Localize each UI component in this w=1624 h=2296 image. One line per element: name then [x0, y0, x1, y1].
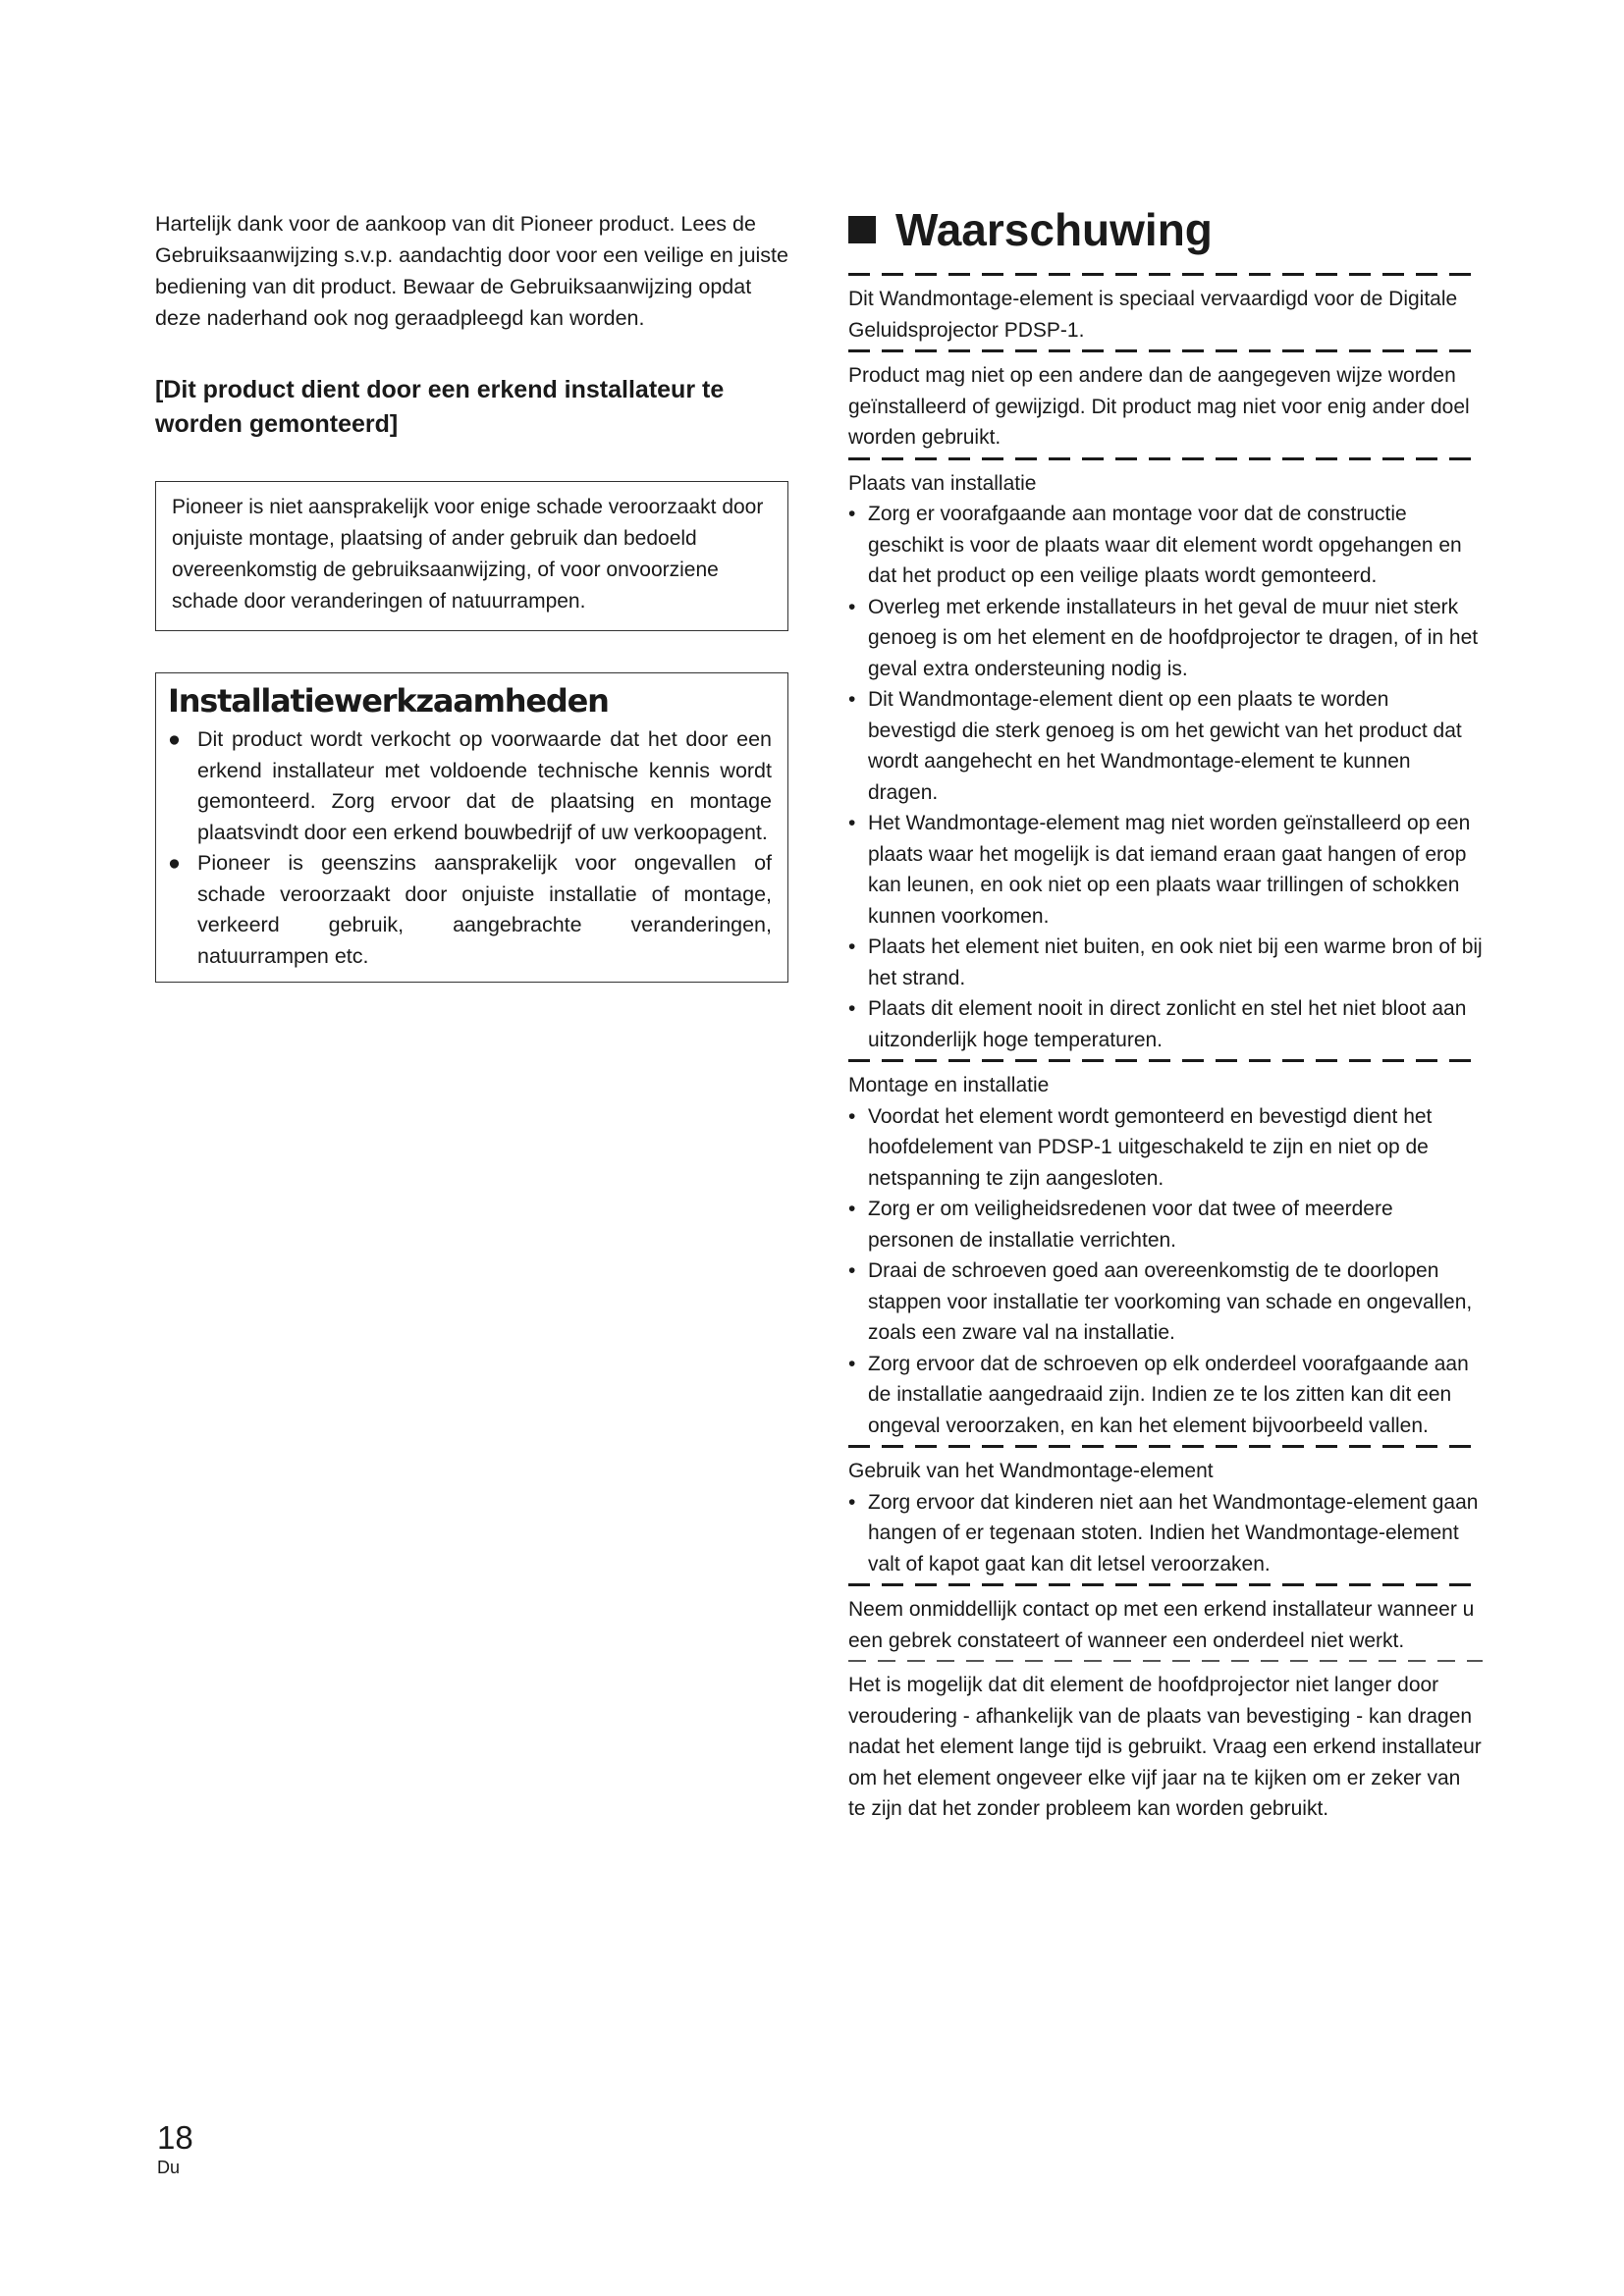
installation-list	[168, 724, 772, 972]
aging-paragraph: Het is mogelijk dat dit element de hoofdprojector niet langer door veroudering - afhankelijk van de plaats van bevestiging - kan dragen nadat het element lange tijd is gebruikt. Vraag een erkend installateur om het element ongeveer elke vijf jaar na te kijken om er zeker van te zijn dat het zonder probleem kan worden gebruikt.	[848, 1674, 1482, 1820]
bullet-icon: •	[848, 1490, 856, 1514]
placement-list	[848, 499, 1483, 1055]
bullet-icon: •	[848, 1352, 856, 1375]
bullet-icon: •	[848, 1259, 856, 1282]
liability-text: Pioneer is niet aansprakelijk voor enige schade veroorzaakt door onjuiste montage, plaatsing of ander gebruik dan bedoeld overeenkomstig de gebruiksaanwijzing, of voor onvoorziene schade door veranderingen of natuurrampen.	[172, 496, 764, 613]
mounting-list	[848, 1101, 1483, 1442]
bullet-icon: ●	[168, 851, 181, 875]
warning-title: Waarschuwing	[848, 198, 1483, 261]
bullet-icon: •	[848, 595, 856, 618]
bullet-icon: •	[848, 812, 856, 834]
warning-intro: Dit Wandmontage-element is speciaal vervaardigd voor de Digitale Geluidsprojector PDSP-1.	[848, 288, 1458, 342]
list-item: ● Dit product wordt verkocht op voorwaarde dat het door een erkend installateur met voldoende technische kennis wordt gemonteerd. Zorg ervoor dat de plaatsing en montage plaatsvindt door een erkend bouwbedrijf of uw verkoopagent.	[168, 724, 772, 848]
list-item: • Plaats dit element nooit in direct zonlicht en stel het niet bloot aan uitzonderlijk hoge temperaturen.	[848, 993, 1483, 1055]
section-heading-placement: Plaats van installatie	[848, 471, 1037, 495]
language-code: Du	[157, 2158, 181, 2177]
right-column	[848, 198, 1483, 1825]
installer-notice-heading: [Dit product dient door een erkend installateur te worden gemonteerd]	[155, 376, 725, 438]
list-item: • Draai de schroeven goed aan overeenkomstig de te doorlopen stappen voor installatie ter voorkoming van schade en ongevallen, zoals een zware val na installatie.	[848, 1255, 1483, 1349]
installation-box	[155, 672, 788, 983]
list-item: • Zorg ervoor dat kinderen niet aan het Wandmontage-element gaan hangen of er tegenaan stoten. Indien het Wandmontage-element valt of kapot gaat kan dit letsel veroorzaken.	[848, 1487, 1483, 1580]
dashed-divider	[848, 1583, 1483, 1586]
dashed-divider	[848, 457, 1483, 460]
contact-paragraph: Neem onmiddellijk contact op met een erkend installateur wanneer u een gebrek constateert of wanneer een onderdeel niet werkt.	[848, 1598, 1475, 1652]
bullet-icon: ●	[168, 727, 181, 751]
list-item: • Het Wandmontage-element mag niet worden geïnstalleerd op een plaats waar het mogelijk is dat iemand eraan gaat hangen of erop kan leunen, en ook niet op een plaats waar trillingen of schokken kunnen voorkomen.	[848, 808, 1483, 932]
list-item: • Zorg ervoor dat de schroeven op elk onderdeel voorafgaande aan de installatie aangedraaid zijn. Indien ze te los zitten kan dit een ongeval veroorzaken, en kan het element bijvoorbeeld vallen.	[848, 1349, 1483, 1442]
dashed-divider	[848, 349, 1483, 352]
bullet-icon: •	[848, 688, 856, 711]
list-item: • Plaats het element niet buiten, en ook niet bij een warme bron of bij het strand.	[848, 932, 1483, 993]
intro-paragraph: Hartelijk dank voor de aankoop van dit Pioneer product. Lees de Gebruiksaanwijzing s.v.p. aandachtig door voor een veilige en juiste bediening van dit product. Bewaar de Gebruiksaanwijzing opdat deze naderhand ook nog geraadpleegd kan worden.	[155, 212, 788, 330]
installation-title: Installatiewerkzaamheden	[168, 682, 609, 720]
bullet-icon: •	[848, 997, 856, 1020]
list-item: • Overleg met erkende installateurs in het geval de muur niet sterk genoeg is om het element en de hoofdprojector te dragen, of in het geval extra ondersteuning nodig is.	[848, 592, 1483, 685]
list-item: • Voordat het element wordt gemonteerd en bevestigd dient het hoofdelement van PDSP-1 uitgeschakeld te zijn en niet op de netspanning te zijn aangesloten.	[848, 1101, 1483, 1195]
list-item: • Dit Wandmontage-element dient op een plaats te worden bevestigd die sterk genoeg is om het gewicht van het product dat wordt aangehecht en het Wandmontage-element te kunnen dragen.	[848, 684, 1483, 808]
page-number: 18	[157, 2119, 193, 2156]
square-bullet-icon	[848, 216, 876, 243]
left-column	[155, 208, 788, 983]
bullet-icon: •	[848, 935, 856, 958]
bullet-icon: •	[848, 503, 856, 525]
dashed-divider	[848, 1059, 1483, 1062]
warning-notice: Product mag niet op een andere dan de aangegeven wijze worden geïnstalleerd of gewijzigd. Dit product mag niet voor enig ander doel worden gebruikt.	[848, 364, 1470, 449]
list-item: • Zorg er om veiligheidsredenen voor dat twee of meerdere personen de installatie verrichten.	[848, 1194, 1483, 1255]
dashed-divider	[848, 273, 1483, 276]
list-item: • Zorg er voorafgaande aan montage voor dat de constructie geschikt is voor de plaats waar dit element wordt opgehangen en dat het product op een veilige plaats wordt gemonteerd.	[848, 499, 1483, 592]
liability-box	[155, 481, 788, 631]
dashed-divider	[848, 1660, 1483, 1662]
list-item: ● Pioneer is geenszins aansprakelijk voor ongevallen of schade veroorzaakt door onjuiste installatie of montage, verkeerd gebruik, aangebrachte veranderingen, natuurrampen etc.	[168, 848, 772, 972]
usage-list	[848, 1487, 1483, 1580]
dashed-divider	[848, 1445, 1483, 1448]
section-heading-usage: Gebruik van het Wandmontage-element	[848, 1460, 1214, 1482]
section-heading-mounting: Montage en installatie	[848, 1074, 1050, 1096]
bullet-icon: •	[848, 1198, 856, 1220]
bullet-icon: •	[848, 1104, 856, 1128]
